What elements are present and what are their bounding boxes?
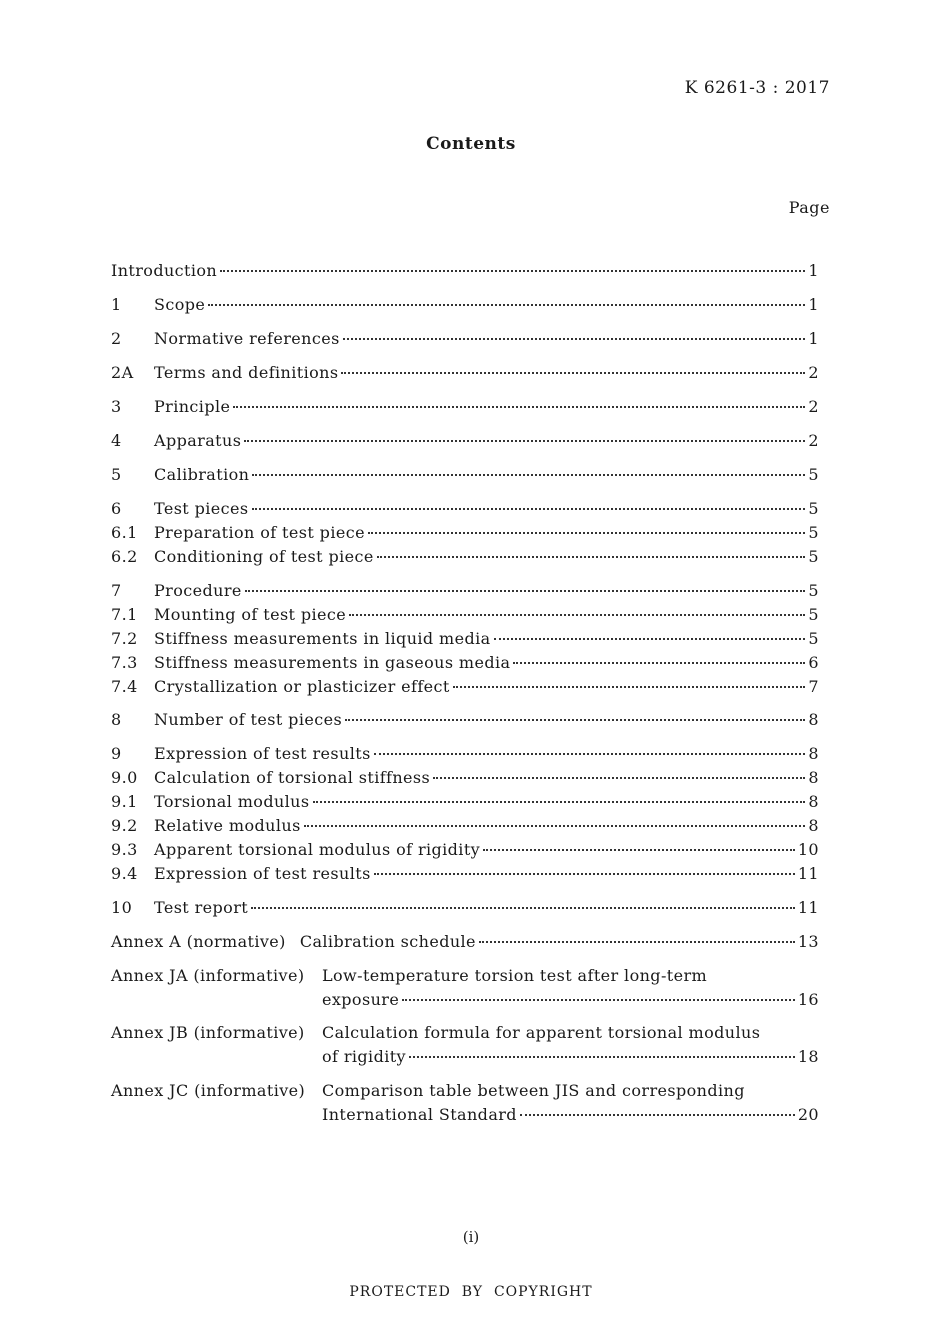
toc-entry-page: 8: [808, 768, 819, 787]
toc-entry-number: 9.4: [111, 864, 138, 883]
toc-entry[interactable]: [111, 465, 819, 487]
standard-identifier: K 6261-3 : 2017: [684, 78, 830, 98]
toc-entry[interactable]: [111, 792, 819, 814]
toc-entry-number: 2A: [111, 363, 134, 382]
toc-entry-number: 1: [111, 295, 122, 314]
toc-entry-number: 9: [111, 744, 122, 763]
toc-entry[interactable]: [111, 768, 819, 790]
annex-page: 13: [797, 932, 819, 951]
toc-entry-number: 6: [111, 499, 122, 518]
toc-entry-title: Test pieces: [154, 499, 249, 518]
toc-entry-title: Test report: [154, 898, 249, 917]
toc-entry-page: 8: [808, 710, 819, 729]
toc-entry-page: 11: [797, 864, 819, 883]
toc-entry-page: 7: [808, 677, 819, 696]
toc-entry-number: 5: [111, 465, 122, 484]
toc-entry-title: Principle: [154, 397, 231, 416]
toc-entry-number: 8: [111, 710, 122, 729]
toc-entry-title: Number of test pieces: [154, 710, 343, 729]
dot-leader: [251, 907, 795, 909]
dot-leader: [453, 686, 806, 688]
dot-leader: [341, 372, 805, 374]
toc-entry[interactable]: [111, 840, 819, 862]
annex-title-line[interactable]: Comparison table between JIS and corresponding: [322, 1081, 745, 1100]
toc-entry-page: 5: [808, 547, 819, 566]
copyright-notice: PROTECTED BY COPYRIGHT: [349, 1284, 593, 1300]
toc-entry[interactable]: [111, 523, 819, 545]
toc-entry[interactable]: [111, 363, 819, 385]
toc-entry-title: Torsional modulus: [154, 792, 310, 811]
contents-heading: Contents: [426, 134, 516, 154]
toc-entry-number: 7.2: [111, 629, 138, 648]
toc-annex-jc[interactable]: [322, 1105, 819, 1127]
toc-entry-title: Relative modulus: [154, 816, 301, 835]
dot-leader: [220, 270, 805, 272]
annex-title-line: of rigidity: [322, 1047, 406, 1066]
toc-entry-title: Expression of test results: [154, 744, 371, 763]
toc-entry-page: 5: [808, 629, 819, 648]
toc-annex-ja[interactable]: [322, 990, 819, 1012]
toc-entry-page: 5: [808, 499, 819, 518]
toc-entry-title: Terms and definitions: [154, 363, 339, 382]
toc-entry-number: 9.1: [111, 792, 138, 811]
annex-title-line[interactable]: Low-temperature torsion test after long-term: [322, 966, 708, 985]
page-column-label: Page: [788, 198, 830, 217]
toc-entry-number: 4: [111, 431, 122, 450]
toc-entry-title: Stiffness measurements in liquid media: [154, 629, 491, 648]
toc-entry-number: 9.3: [111, 840, 138, 859]
dot-leader: [244, 440, 805, 442]
toc-entry-title: Scope: [154, 295, 206, 314]
toc-entry-page: 5: [808, 581, 819, 600]
dot-leader: [483, 849, 795, 851]
dot-leader: [245, 590, 806, 592]
toc-entry-number: 6.2: [111, 547, 138, 566]
dot-leader: [313, 801, 806, 803]
dot-leader: [409, 1056, 795, 1058]
toc-entry-page: 2: [808, 431, 819, 450]
toc-entry-introduction[interactable]: [111, 261, 819, 283]
toc-entry-number: 10: [111, 898, 133, 917]
annex-label: Annex JC (informative): [111, 1081, 306, 1100]
annex-title: Calibration schedule: [299, 932, 476, 951]
toc-entry-title: Procedure: [154, 581, 242, 600]
dot-leader: [349, 614, 805, 616]
toc-entry-number: 6.1: [111, 523, 138, 542]
annex-label: Annex JB (informative): [111, 1023, 305, 1042]
toc-entry[interactable]: [111, 816, 819, 838]
toc-entry[interactable]: [111, 653, 819, 675]
toc-entry-page: 5: [808, 465, 819, 484]
dot-leader: [233, 406, 805, 408]
annex-title-line: International Standard: [322, 1105, 517, 1124]
dot-leader: [252, 474, 805, 476]
annex-title-line[interactable]: Calculation formula for apparent torsional modulus: [322, 1023, 761, 1042]
toc-entry-number: 7.3: [111, 653, 138, 672]
dot-leader: [304, 825, 806, 827]
annex-page: 20: [797, 1105, 819, 1124]
toc-entry[interactable]: [111, 605, 819, 627]
toc-entry-title: Introduction: [111, 261, 218, 280]
toc-entry-page: 8: [808, 744, 819, 763]
toc-entry-number: 7.1: [111, 605, 138, 624]
toc-entry-title: Apparent torsional modulus of rigidity: [154, 840, 481, 859]
toc-entry-page: 10: [797, 840, 819, 859]
dot-leader: [520, 1114, 795, 1116]
toc-entry[interactable]: [111, 499, 819, 521]
toc-entry-page: 5: [808, 523, 819, 542]
dot-leader: [374, 753, 806, 755]
toc-entry[interactable]: [111, 547, 819, 569]
toc-entry-title: Calculation of torsional stiffness: [154, 768, 431, 787]
annex-page: 18: [797, 1047, 819, 1066]
toc-entry-title: Apparatus: [154, 431, 242, 450]
toc-entry[interactable]: [111, 864, 819, 886]
annex-title-line: exposure: [322, 990, 400, 1009]
annex-label: Annex A (normative): [111, 932, 286, 951]
toc-entry-page: 11: [797, 898, 819, 917]
toc-entry-number: 7.4: [111, 677, 138, 696]
toc-annex-jb[interactable]: [322, 1047, 819, 1069]
toc-entry-title: Preparation of test piece: [154, 523, 365, 542]
toc-entry-number: 3: [111, 397, 122, 416]
toc-entry[interactable]: [111, 744, 819, 766]
toc-annex-a[interactable]: [111, 932, 819, 954]
toc-entry[interactable]: [111, 629, 819, 651]
dot-leader: [377, 556, 806, 558]
toc-entry-page: 1: [808, 261, 819, 280]
dot-leader: [402, 999, 795, 1001]
toc-entry-page: 1: [808, 295, 819, 314]
toc-entry-page: 2: [808, 363, 819, 382]
toc-entry[interactable]: [111, 431, 819, 453]
dot-leader: [368, 532, 805, 534]
dot-leader: [433, 777, 805, 779]
dot-leader: [513, 662, 805, 664]
dot-leader: [252, 508, 806, 510]
toc-entry[interactable]: [111, 397, 819, 419]
annex-label: Annex JA (informative): [111, 966, 305, 985]
toc-entry-number: 9.2: [111, 816, 138, 835]
toc-entry-page: 8: [808, 816, 819, 835]
toc-entry-title: Conditioning of test piece: [154, 547, 374, 566]
toc-entry-title: Stiffness measurements in gaseous media: [154, 653, 511, 672]
toc-entry[interactable]: [111, 677, 819, 699]
dot-leader: [208, 304, 805, 306]
toc-entry-page: 1: [808, 329, 819, 348]
dot-leader: [494, 638, 806, 640]
toc-entry-page: 6: [808, 653, 819, 672]
page-number: (i): [462, 1228, 480, 1246]
toc-entry-title: Calibration: [154, 465, 250, 484]
toc-entry-number: 2: [111, 329, 122, 348]
toc-entry-title: Normative references: [154, 329, 340, 348]
toc-entry[interactable]: [111, 898, 819, 920]
toc-entry[interactable]: [111, 581, 819, 603]
toc-entry-number: 9.0: [111, 768, 138, 787]
dot-leader: [345, 719, 805, 721]
toc-entry[interactable]: [111, 329, 819, 351]
toc-entry-title: Expression of test results: [154, 864, 371, 883]
toc-entry-page: 8: [808, 792, 819, 811]
dot-leader: [374, 873, 795, 875]
dot-leader: [343, 338, 806, 340]
toc-entry-title: Mounting of test piece: [154, 605, 347, 624]
toc-entry-page: 2: [808, 397, 819, 416]
toc-entry-number: 7: [111, 581, 122, 600]
toc-entry-page: 5: [808, 605, 819, 624]
annex-page: 16: [797, 990, 819, 1009]
toc-entry[interactable]: [111, 710, 819, 732]
dot-leader: [479, 941, 795, 943]
toc-entry-title: Crystallization or plasticizer effect: [154, 677, 450, 696]
toc-entry[interactable]: [111, 295, 819, 317]
